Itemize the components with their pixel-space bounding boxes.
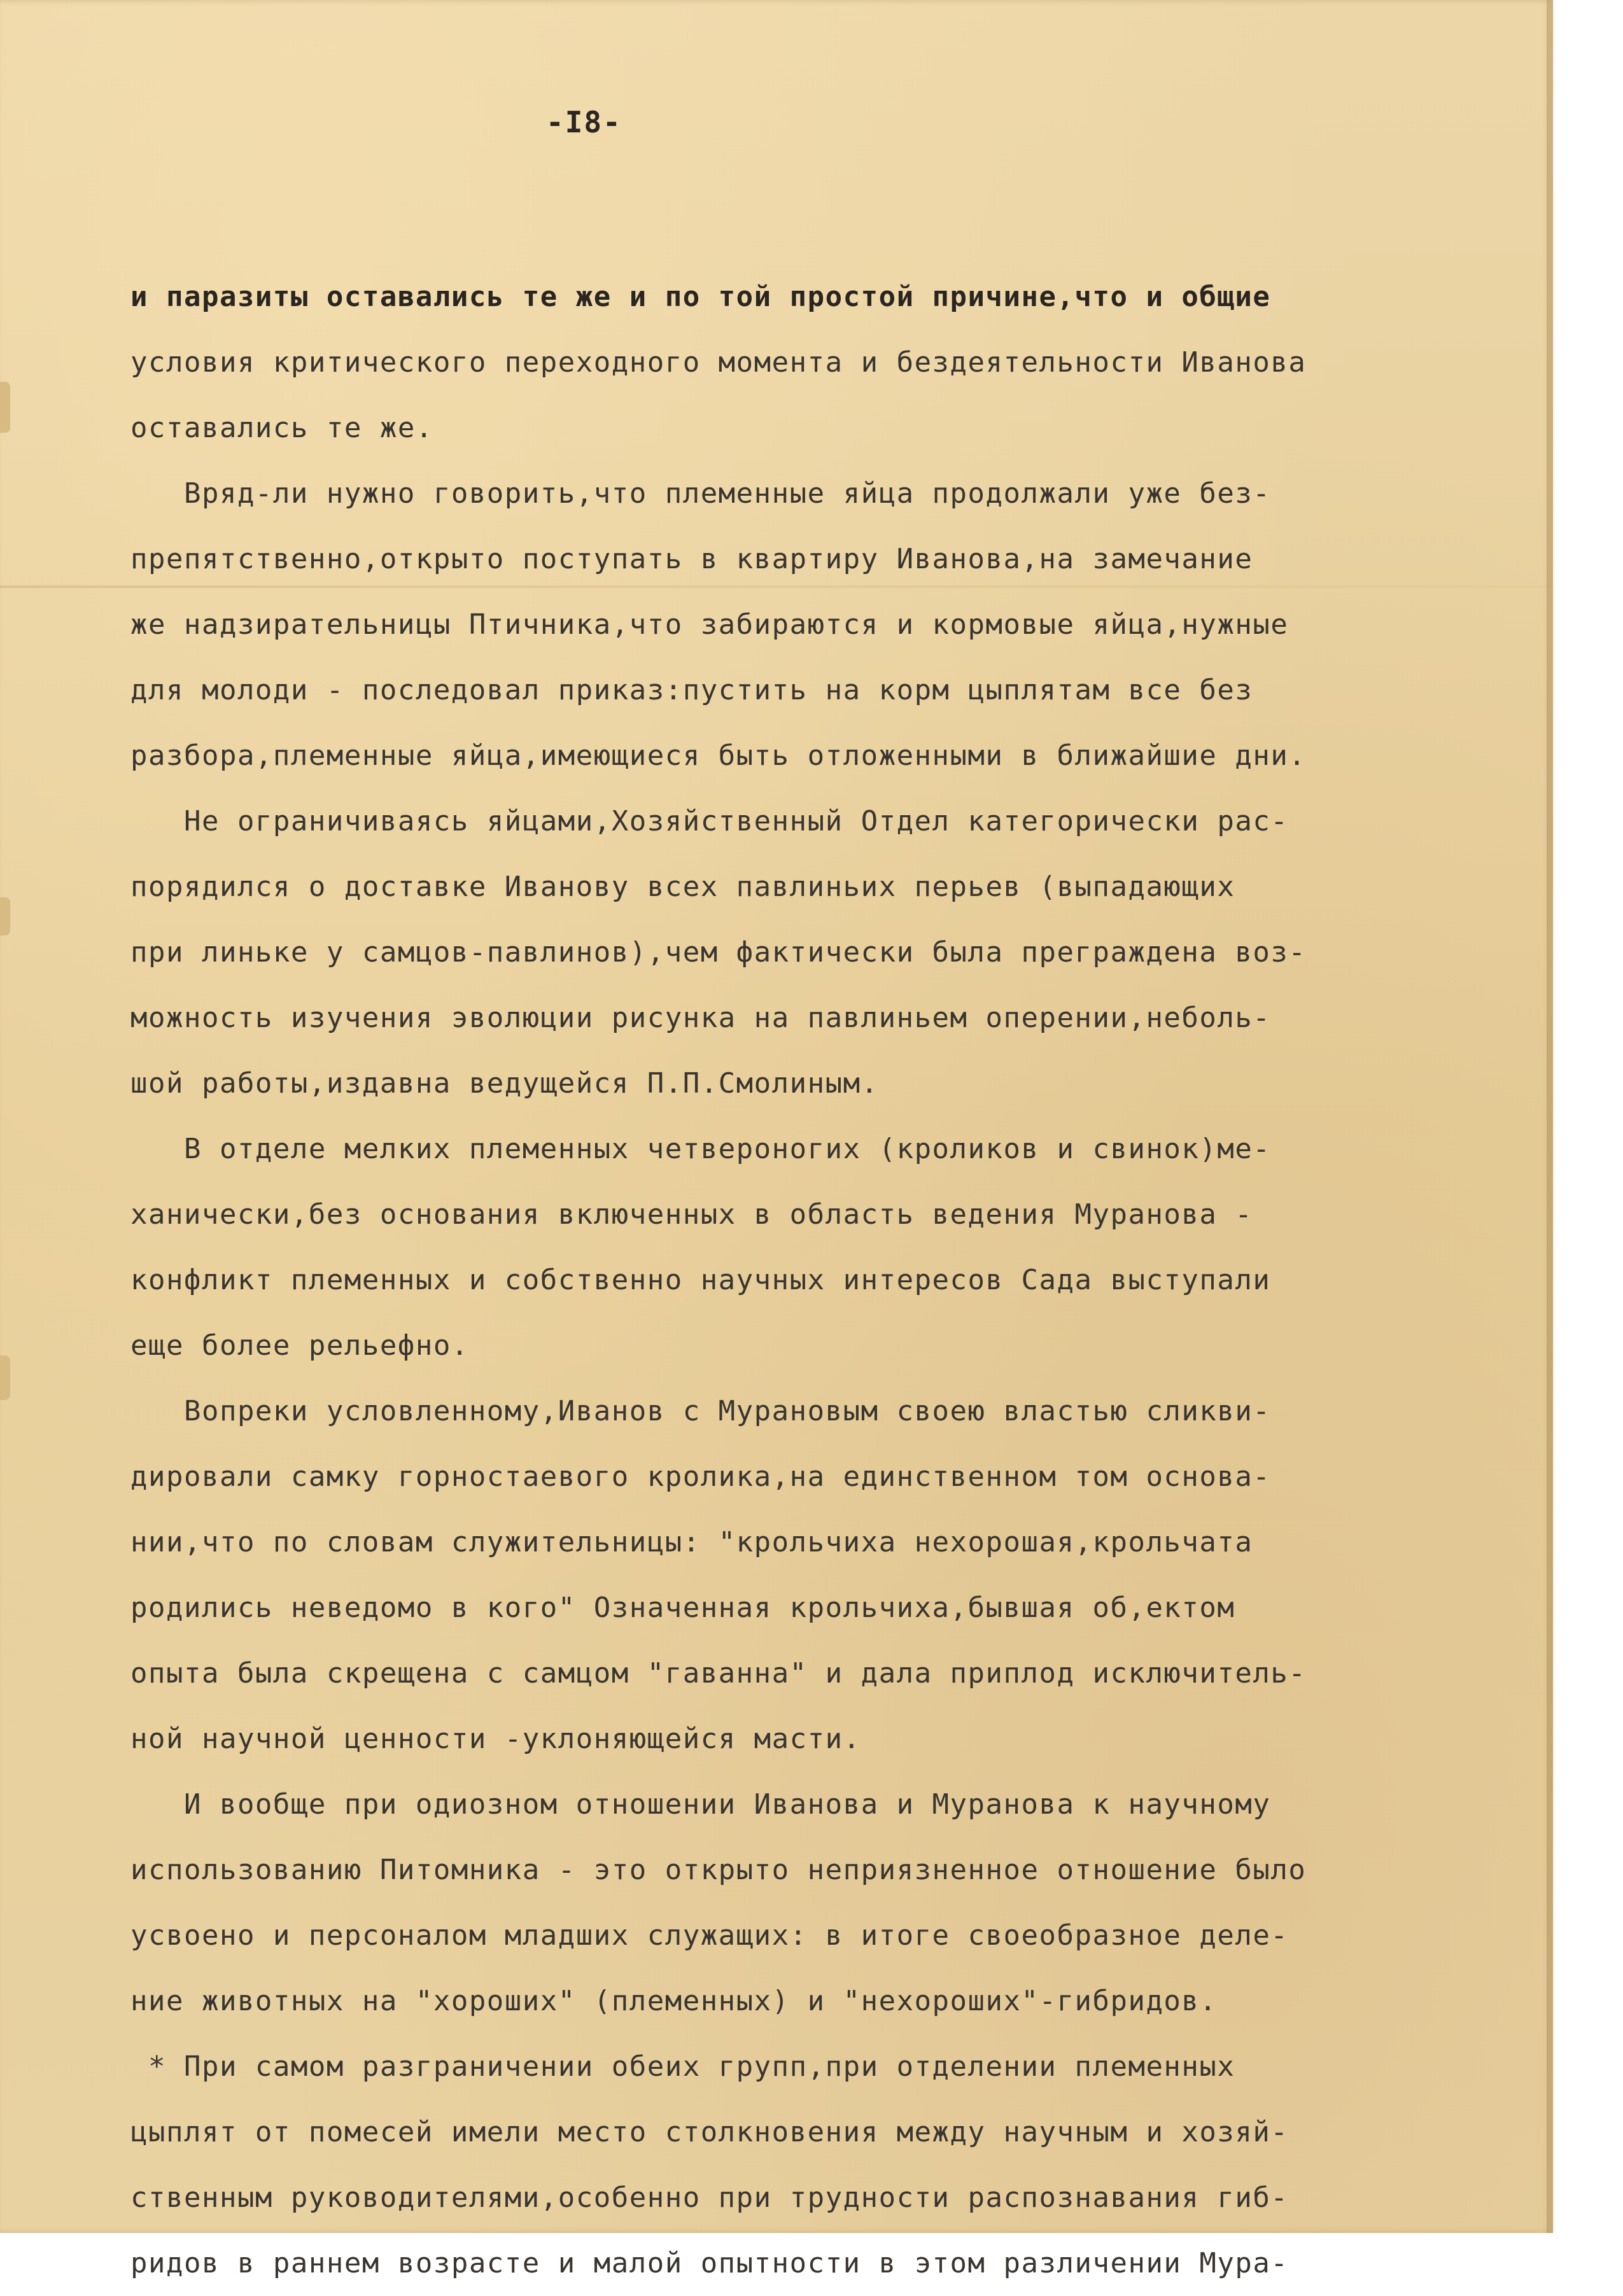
text-line: опыта была скрещена с самцом "гаванна" и дала приплод исключитель- xyxy=(130,1657,1307,1690)
page-number: -I8- xyxy=(546,105,622,139)
text-line: можность изучения эволюции рисунка на павлиньем оперении,неболь- xyxy=(130,1002,1271,1034)
text-line: усвоено и персоналом младших служащих: в итоге своеобразное деле- xyxy=(130,1919,1289,1952)
paper-right-edge xyxy=(1547,0,1556,2233)
text-line: ственным руководителями,особенно при трудности распознавания гиб- xyxy=(130,2181,1289,2214)
text-line: В отделе мелких племенных четвероногих (кроликов и свинок)ме- xyxy=(130,1133,1271,1165)
text-line: ханически,без основания включенных в область ведения Муранова - xyxy=(130,1198,1253,1231)
text-line: разбора,племенные яйца,имеющиеся быть отложенными в ближайшие дни. xyxy=(130,739,1307,772)
text-line: нии,что по словам служительницы: "крольчиха нехорошая,крольчата xyxy=(130,1526,1253,1558)
paper-tear-mark xyxy=(0,1355,10,1400)
text-line: цыплят от помесей имели место столкновения между научным и хозяй- xyxy=(130,2116,1289,2148)
text-line: Вопреки условленному,Иванов с Мурановым своею властью сликви- xyxy=(130,1395,1271,1427)
text-line: оставались те же. xyxy=(130,412,433,444)
text-line: конфликт племенных и собственно научных интересов Сада выступали xyxy=(130,1264,1271,1296)
text-line: использованию Питомника - это открыто неприязненное отношение было xyxy=(130,1854,1307,1886)
typewritten-text xyxy=(130,264,1540,2296)
text-line: для молоди - последовал приказ:пустить на корм цыплятам все без xyxy=(130,674,1253,706)
text-line: при линьке у самцов-павлинов),чем фактически была преграждена воз- xyxy=(130,936,1307,969)
text-line: Не ограничиваясь яйцами,Хозяйственный Отдел категорически рас- xyxy=(130,805,1289,837)
text-line: ридов в раннем возрасте и малой опытности в этом различении Мура- xyxy=(130,2247,1289,2279)
text-line: и паразиты оставались те же и по той простой причине,что и общие xyxy=(130,281,1271,313)
text-line: условия критического переходного момента и бездеятельности Иванова xyxy=(130,346,1307,379)
paper-tear-mark xyxy=(0,897,10,935)
text-line: шой работы,издавна ведущейся П.П.Смолиным. xyxy=(130,1067,879,1100)
text-line: Вряд-ли нужно говорить,что племенные яйца продолжали уже без- xyxy=(130,477,1271,510)
text-line: * При самом разграничении обеих групп,при отделении племенных xyxy=(130,2050,1235,2083)
text-line: дировали самку горностаевого кролика,на единственном том основа- xyxy=(130,1460,1271,1493)
paper-tear-mark xyxy=(0,382,10,433)
text-line: ной научной ценности -уклоняющейся масти. xyxy=(130,1723,861,1755)
text-line: же надзирательницы Птичника,что забираются и кормовые яйца,нужные xyxy=(130,608,1289,641)
text-line: родились неведомо в кого" Означенная крольчиха,бывшая об,ектом xyxy=(130,1592,1235,1624)
text-line: препятственно,открыто поступать в квартиру Иванова,на замечание xyxy=(130,543,1253,575)
text-line: ние животных на "хороших" (племенных) и "нехороших"-гибридов. xyxy=(130,1985,1218,2017)
text-line: порядился о доставке Иванову всех павлиньих перьев (выпадающих xyxy=(130,871,1235,903)
text-line: И вообще при одиозном отношении Иванова и Муранова к научному xyxy=(130,1788,1271,1821)
text-line: еще более рельефно. xyxy=(130,1329,469,1362)
